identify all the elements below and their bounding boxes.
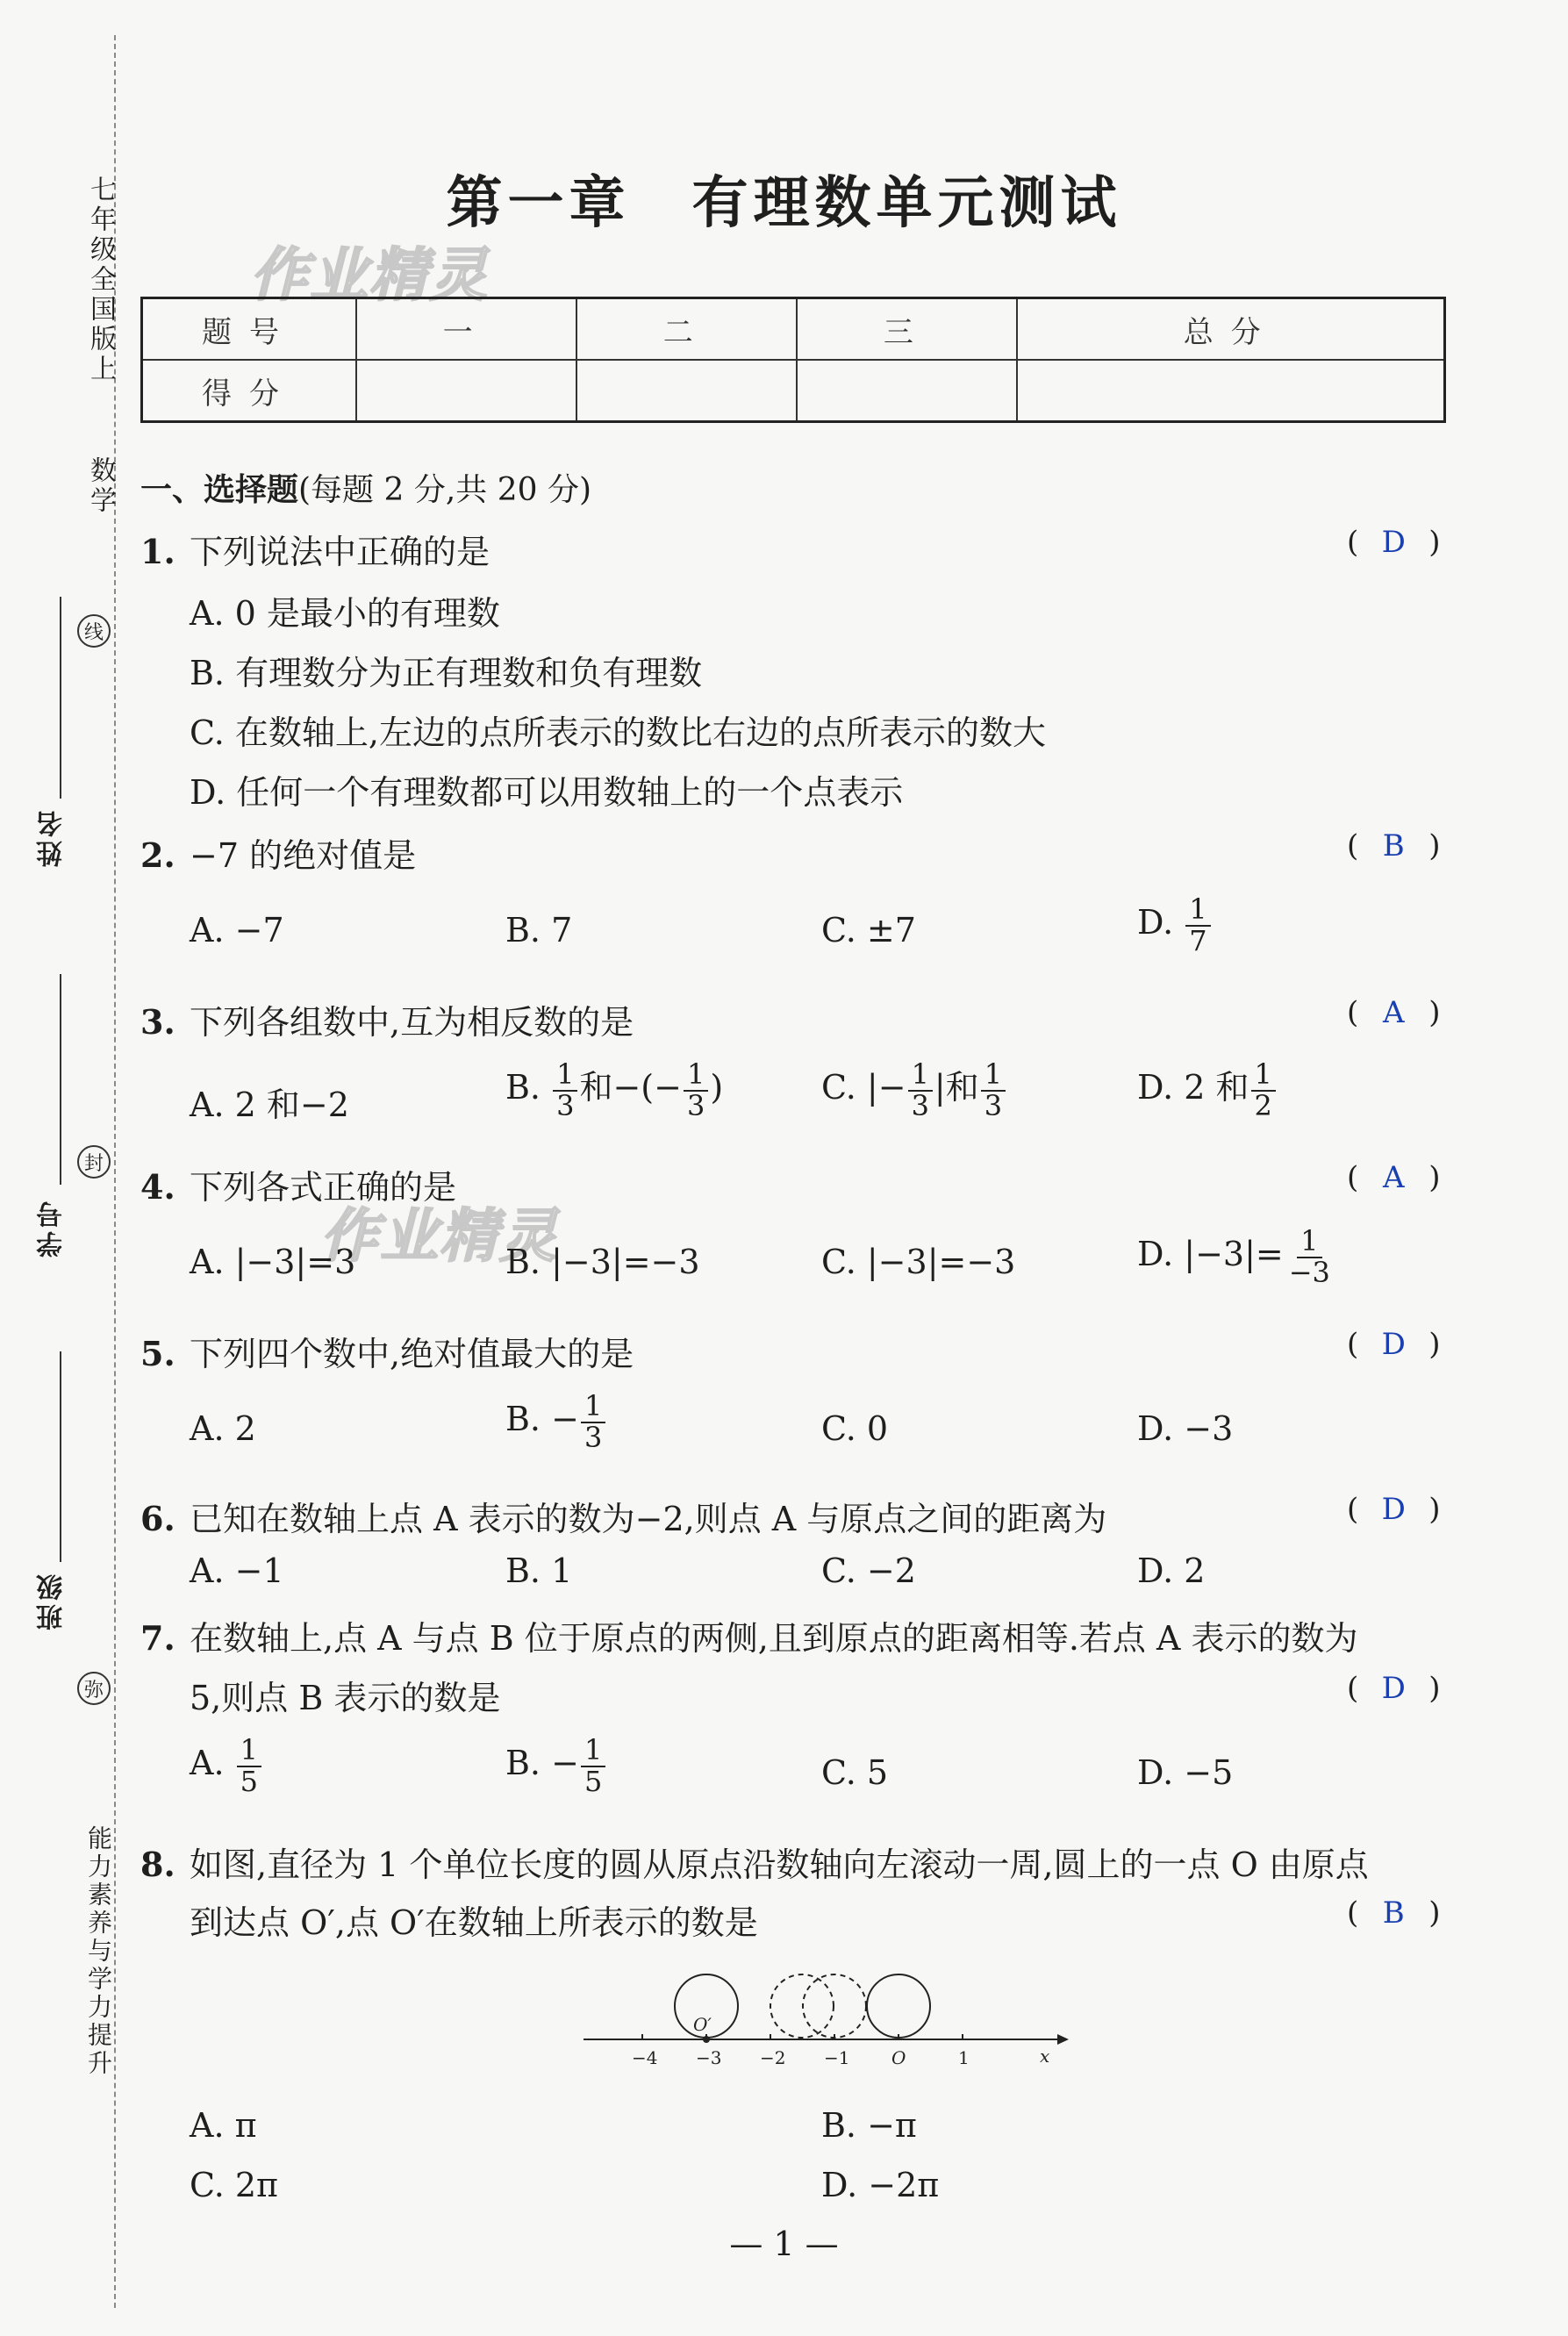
option[interactable]: A. π (190, 2106, 257, 2145)
question-3: 3. 下列各组数中,互为相反数的是 (140, 1002, 634, 1042)
option[interactable]: D. 2 (1137, 1551, 1206, 1590)
tick-label: x (1040, 2046, 1050, 2067)
option[interactable]: B. 1 (505, 1551, 573, 1590)
tick-label: −2 (760, 2047, 786, 2068)
section-heading (140, 465, 591, 510)
option[interactable]: C. −2 (821, 1551, 916, 1590)
option[interactable]: C. 在数轴上,左边的点所表示的数比右边的点所表示的数大 (190, 713, 1046, 752)
watermark-logo: 作业精灵 (250, 240, 489, 309)
answer-3: ( A ) (1347, 995, 1441, 1030)
answer-4: ( A ) (1347, 1160, 1441, 1195)
score-input-cell[interactable] (356, 360, 576, 422)
option[interactable]: D. 任何一个有理数都可以用数轴上的一个点表示 (190, 773, 904, 812)
table-cell: 三 (797, 298, 1017, 361)
table-cell: 总分 (1017, 298, 1444, 361)
tick-label: O (891, 2047, 906, 2068)
answer-2: ( B ) (1347, 828, 1441, 863)
point-o-prime (703, 2036, 710, 2043)
subject-label: 数学 (85, 456, 116, 516)
option[interactable]: D. $\frac{1}{7}$ (1137, 895, 1213, 956)
chapter-label: 第一章 (446, 170, 631, 236)
question-8: 8. 如图,直径为 1 个单位长度的圆从原点沿数轴向左滚动一周,圆上的一点 O 由原点 (140, 1845, 1369, 1884)
seal-line-mark: 线 (77, 614, 111, 648)
page-title (0, 158, 1568, 239)
table-cell: 题号 (142, 298, 357, 361)
point-label: O′ (693, 2014, 712, 2035)
table-row (142, 360, 1445, 422)
option[interactable]: B. − $\frac{1}{5}$ (505, 1736, 607, 1796)
id-field-line[interactable] (60, 974, 61, 1185)
option[interactable]: B. 7 (505, 911, 573, 949)
option[interactable]: B. − $\frac{1}{3}$ (505, 1392, 607, 1452)
option[interactable]: B. −π (821, 2106, 917, 2145)
name-field-line[interactable] (60, 597, 61, 799)
option[interactable]: C. |−3|=−3 (821, 1243, 1016, 1281)
question-8-cont: 到达点 O′,点 O′在数轴上所表示的数是 (190, 1903, 758, 1942)
table-cell: 二 (576, 298, 797, 361)
table-cell: 一 (356, 298, 576, 361)
chapter-title: 有理数单元测试 (691, 170, 1122, 236)
series-label: 七年级全国版上 (85, 176, 116, 384)
score-input-cell[interactable] (1017, 360, 1444, 422)
question-7-cont: 5,则点 B 表示的数是 (190, 1679, 501, 1717)
option[interactable]: C. 2π (190, 2166, 279, 2204)
option[interactable]: C. ±7 (821, 911, 916, 949)
question-5: 5. 下列四个数中,绝对值最大的是 (140, 1334, 634, 1373)
option[interactable]: D. −5 (1137, 1753, 1234, 1792)
option[interactable]: A. 2 和−2 (190, 1086, 349, 1124)
circle-start (867, 1974, 930, 2038)
option[interactable]: A. −1 (190, 1551, 284, 1590)
section-title: 一、选择题 (140, 471, 299, 508)
class-field-line[interactable] (60, 1351, 61, 1562)
score-input-cell[interactable] (576, 360, 797, 422)
question-6: 6. 已知在数轴上点 A 表示的数为−2,则点 A 与原点之间的距离为 (140, 1499, 1107, 1538)
tick-label: −3 (696, 2047, 722, 2068)
section-note: (每题 2 分,共 20 分) (298, 472, 592, 508)
option[interactable]: A. |−3|=3 (190, 1243, 356, 1281)
slogan-label: 能力素养与学力提升 (84, 1825, 113, 2078)
page-number: — 1 — (729, 2225, 839, 2263)
tick-label: −4 (632, 2047, 658, 2068)
option[interactable]: B. |−3|=−3 (505, 1243, 700, 1281)
answer-1: ( D ) (1347, 525, 1441, 560)
answer-6: ( D ) (1347, 1492, 1441, 1527)
option[interactable]: D. −3 (1137, 1409, 1234, 1448)
answer-7: ( D ) (1347, 1671, 1441, 1706)
option[interactable]: B. 有理数分为正有理数和负有理数 (190, 654, 703, 692)
question-4: 4. 下列各式正确的是 (140, 1167, 457, 1207)
option[interactable]: A. −7 (190, 911, 284, 949)
option[interactable]: C. 5 (821, 1753, 889, 1792)
option[interactable]: A. 0 是最小的有理数 (190, 594, 500, 633)
watermark-logo: 作业精灵 (320, 1201, 559, 1270)
option[interactable]: A. $\frac{1}{5}$ (190, 1736, 263, 1796)
table-row (142, 298, 1445, 361)
number-line-figure (579, 1966, 1070, 2080)
option[interactable]: D. |−3|= $\frac{1}{-3}$ (1137, 1224, 1330, 1289)
question-1: 1. 下列说法中正确的是 (140, 532, 490, 571)
question-2: 2. −7 的绝对值是 (140, 835, 417, 875)
option[interactable]: D. −2π (821, 2166, 940, 2204)
seal-close-mark: 弥 (77, 1672, 111, 1705)
option[interactable]: A. 2 (190, 1409, 256, 1448)
id-label: 学号 (37, 1198, 68, 1258)
tick-label: 1 (958, 2047, 970, 2068)
score-input-cell[interactable] (797, 360, 1017, 422)
table-cell: 得分 (142, 360, 357, 422)
score-table (140, 297, 1446, 423)
option[interactable]: B. $\frac{1}{3}$ 和−(− $\frac{1}{3}$ ) (505, 1057, 724, 1122)
tick-label: −1 (824, 2047, 850, 2068)
option[interactable]: D. 2 和 $\frac{1}{2}$ (1137, 1060, 1278, 1121)
answer-8: ( B ) (1347, 1895, 1441, 1931)
question-7: 7. 在数轴上,点 A 与点 B 位于原点的两侧,且到原点的距离相等.若点 A 表示的数为 (140, 1618, 1358, 1658)
seal-seal-mark: 封 (77, 1145, 111, 1179)
axis-arrow (1057, 2034, 1069, 2045)
option[interactable]: C. 0 (821, 1409, 889, 1448)
class-label: 班级 (37, 1571, 68, 1630)
option[interactable]: C. |− $\frac{1}{3}$ |和 $\frac{1}{3}$ (821, 1060, 1007, 1121)
answer-5: ( D ) (1347, 1327, 1441, 1362)
name-label: 姓名 (37, 807, 68, 867)
